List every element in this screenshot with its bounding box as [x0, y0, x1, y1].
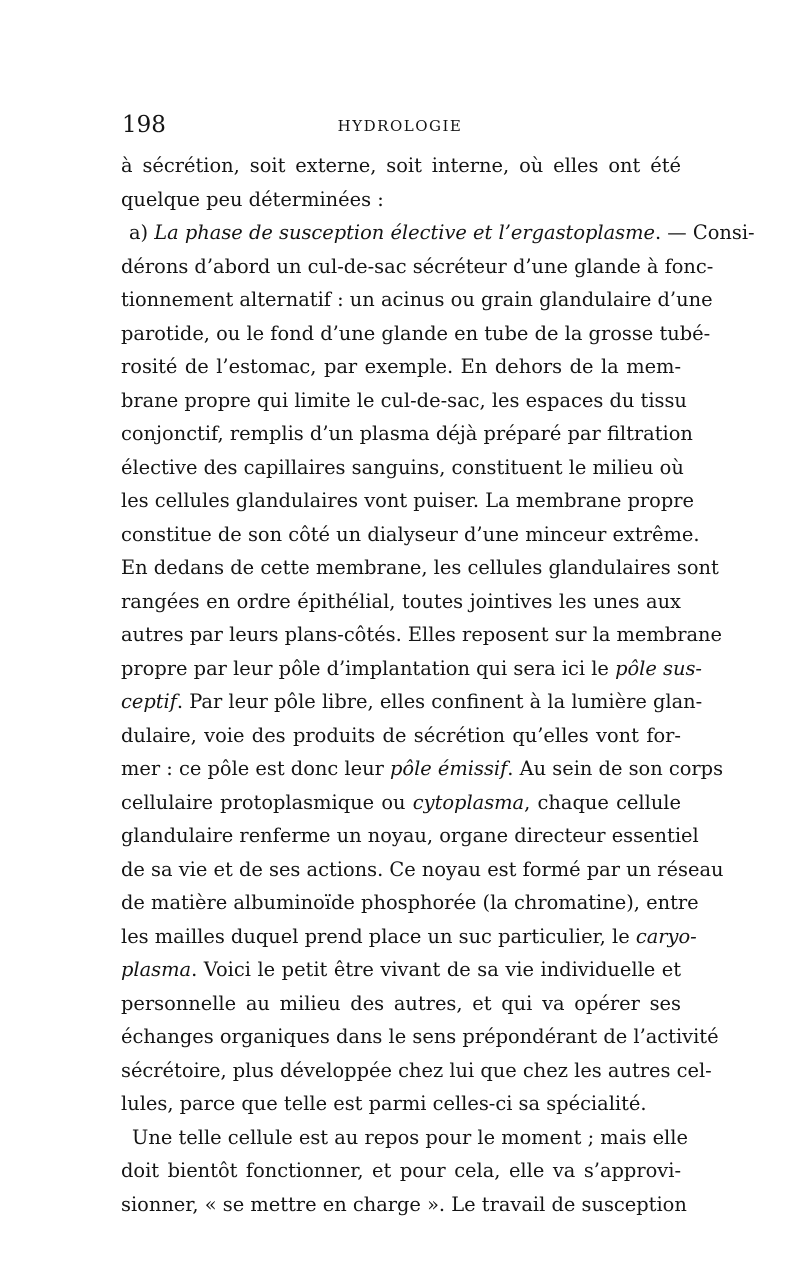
text-run: brane propre qui limite le cul-de-sac, les espaces du tissu: [121, 388, 687, 412]
italic-term: cytoplasma: [412, 790, 525, 814]
text-line: [121, 618, 723, 652]
text-line: [121, 216, 755, 250]
text-line: [121, 886, 699, 920]
text-line: [121, 585, 681, 619]
text-run: Une telle cellule est au repos pour le moment ; mais elle: [132, 1125, 688, 1149]
text-run: les cellules glandulaires vont puiser. La membrane propre: [121, 489, 694, 512]
text-line: [121, 786, 681, 820]
text-line: [121, 853, 724, 887]
text-run: mer : ce pôle est donc leur: [121, 757, 390, 780]
text-line: [121, 987, 681, 1021]
text-line: [121, 1087, 681, 1121]
text-run: cellulaire protoplasmique ou: [121, 790, 413, 814]
text-line: [121, 518, 700, 552]
italic-term: plasma: [121, 958, 192, 981]
text-run: lules, parce que telle est parmi celles-ci sa spécialité.: [121, 1092, 647, 1115]
text-line: [121, 685, 703, 719]
text-line: [121, 920, 697, 954]
text-line: [121, 417, 693, 451]
text-run: quelque peu déterminées :: [121, 187, 384, 211]
text-line: [121, 317, 711, 351]
text-line: [121, 652, 702, 686]
text-line: [121, 1121, 688, 1155]
italic-term: pôle sus-: [615, 656, 702, 680]
text-run: . — Consi-: [654, 221, 755, 244]
text-run: dérons d’abord un cul-de-sac sécréteur d’une glande à fonc-: [121, 254, 714, 278]
italic-term: La phase de susception élective et l’ergastoplasme: [154, 221, 655, 244]
text-run: glandulaire renferme un noyau, organe directeur essentiel: [121, 824, 699, 847]
text-run: les mailles duquel prend place un suc particulier, le: [121, 924, 636, 948]
text-line: [121, 1054, 712, 1088]
text-line: [121, 953, 681, 987]
text-line: [121, 1188, 687, 1222]
text-line: [121, 1154, 681, 1188]
text-line: [121, 451, 684, 485]
text-run: de matière albuminoïde phosphorée (la chromatine), entre: [121, 891, 699, 914]
text-line: [121, 819, 699, 853]
text-line: [121, 250, 714, 284]
text-run: tionnement alternatif : un acinus ou grain glandulaire d’une: [121, 288, 713, 311]
text-run: de sa vie et de ses actions. Ce noyau est formé par un réseau: [121, 857, 724, 881]
text-run: conjonctif, remplis d’un plasma déjà préparé par filtration: [121, 422, 693, 445]
italic-term: caryo-: [635, 924, 697, 948]
text-run: . Par leur pôle libre, elles confinent à la lumière glan-: [176, 690, 703, 713]
text-line: [121, 350, 681, 384]
text-line: [121, 484, 694, 518]
text-run: à sécrétion, soit externe, soit interne, où elles ont été: [121, 154, 681, 177]
running-title: HYDROLOGIE: [337, 117, 463, 135]
text-line: [121, 183, 681, 217]
text-run: autres par leurs plans-côtés. Elles reposent sur la membrane: [121, 623, 723, 646]
text-line: [121, 551, 719, 585]
text-run: parotide, ou le fond d’une glande en tube de la grosse tubé-: [121, 321, 711, 345]
text-run: , chaque cellule: [524, 790, 681, 814]
text-run: . Voici le petit être vivant de sa vie individuelle et: [191, 958, 681, 981]
text-run: rangées en ordre épithélial, toutes jointives les unes aux: [121, 589, 681, 613]
body-text: [121, 149, 755, 1221]
text-line: [121, 384, 687, 418]
text-run: a): [129, 221, 155, 244]
text-run: . Au sein de son corps: [507, 757, 724, 780]
text-run: En dedans de cette membrane, les cellules glandulaires sont: [121, 556, 719, 579]
text-run: propre par leur pôle d’implantation qui sera ici le: [121, 656, 616, 680]
text-run: élective des capillaires sanguins, constituent le milieu où: [121, 455, 684, 479]
text-run: sionner, « se mettre en charge ». Le travail de susception: [121, 1192, 687, 1216]
text-run: constitue de son côté un dialyseur d’une minceur extrême.: [121, 522, 700, 546]
text-run: sécrétoire, plus développée chez lui que chez les autres cel-: [121, 1058, 712, 1082]
page-number: 198: [122, 112, 166, 138]
italic-term: pôle émissif: [390, 757, 508, 780]
text-run: personnelle au milieu des autres, et qui va opérer ses: [121, 991, 681, 1015]
italic-term: ceptif: [121, 690, 177, 713]
text-run: dulaire, voie des produits de sécrétion qu’elles vont for-: [121, 723, 681, 747]
text-line: [121, 283, 713, 317]
text-run: rosité de l’estomac, par exemple. En dehors de la mem-: [121, 355, 681, 378]
text-run: doit bientôt fonctionner, et pour cela, elle va s’approvi-: [121, 1159, 681, 1182]
running-head: [120, 110, 680, 140]
text-line: [121, 719, 681, 753]
text-line: [121, 752, 724, 786]
text-line: [121, 1020, 719, 1054]
text-line: [121, 149, 681, 183]
text-run: échanges organiques dans le sens prépondérant de l’activité: [121, 1025, 719, 1048]
